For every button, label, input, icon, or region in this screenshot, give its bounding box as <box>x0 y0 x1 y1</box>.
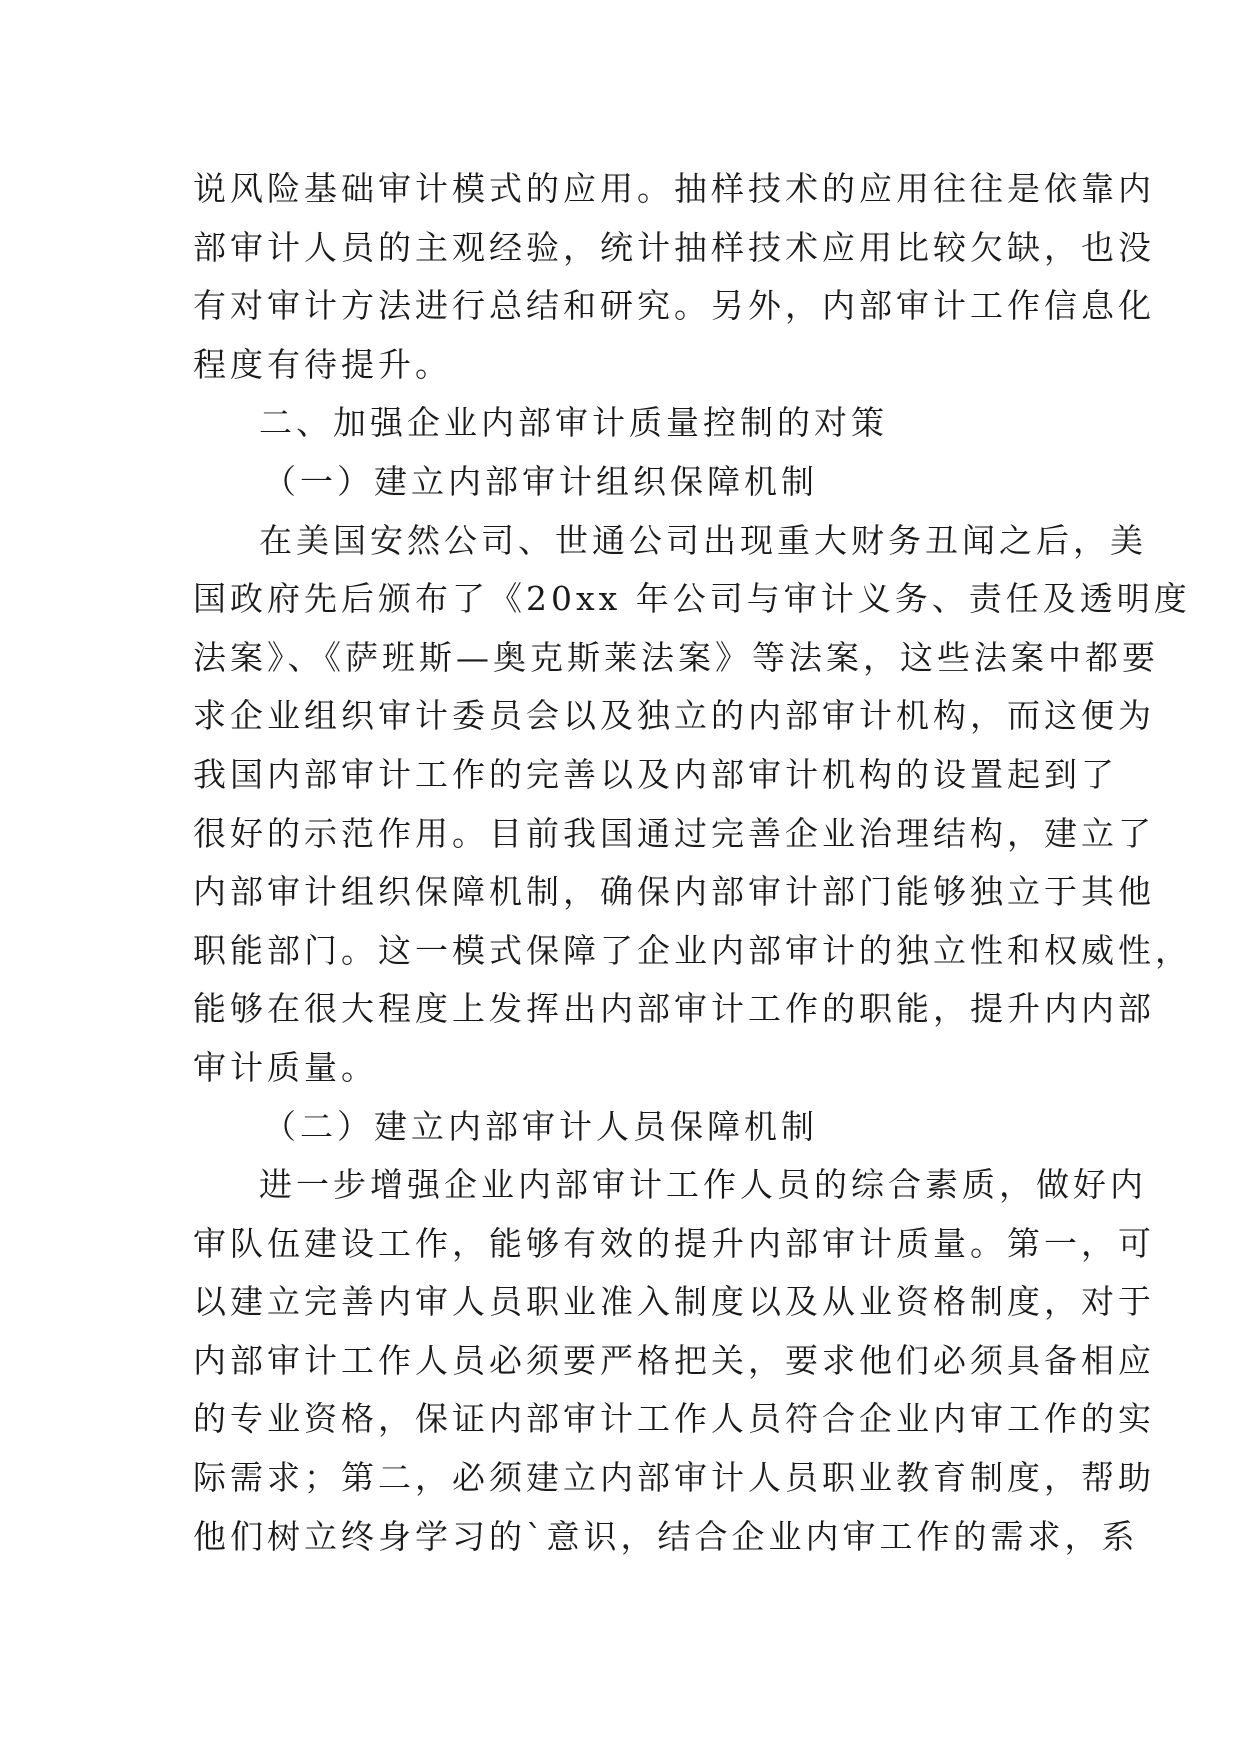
text-line: 审队伍建设工作，能够有效的提升内部审计质量。第一，可 <box>193 1223 1155 1263</box>
text-line: 国政府先后颁布了《20xx 年公司与审计义务、责任及透明度 <box>193 579 1191 619</box>
section-heading: 二、加强企业内部审计质量控制的对策 <box>259 403 888 443</box>
paragraph-organization-mechanism <box>193 512 1192 1098</box>
text-line: 际需求；第二，必须建立内部审计人员职业教育制度，帮助 <box>193 1458 1155 1498</box>
paragraph-personnel-mechanism <box>193 1156 1155 1566</box>
text-line: 内部审计工作人员必须要严格把关，要求他们必须具备相应 <box>193 1340 1155 1380</box>
text-line: 内部审计组织保障机制，确保内部审计部门能够独立于其他 <box>193 872 1155 912</box>
text-line: 程度有待提升。 <box>193 344 452 384</box>
subsection-heading-1: （一）建立内部审计组织保障机制 <box>263 461 818 501</box>
text-line: 的专业资格，保证内部审计工作人员符合企业内审工作的实 <box>193 1399 1155 1439</box>
text-line: 有对审计方法进行总结和研究。另外，内部审计工作信息化 <box>193 286 1155 326</box>
text-line: 在美国安然公司、世通公司出现重大财务丑闻之后，美 <box>259 520 1147 560</box>
text-line: 很好的示范作用。目前我国通过完善企业治理结构，建立了 <box>193 813 1155 853</box>
text-line: 法案》、《萨班斯—奥克斯莱法案》等法案，这些法案中都要 <box>193 637 1159 677</box>
paragraph-risk-audit <box>193 160 1155 394</box>
text-line: 以建立完善内审人员职业准入制度以及从业资格制度，对于 <box>193 1282 1155 1322</box>
subsection-heading-2: （二）建立内部审计人员保障机制 <box>263 1106 818 1146</box>
document-body <box>193 160 1192 1566</box>
text-line: 职能部门。这一模式保障了企业内部审计的独立性和权威性， <box>193 930 1192 970</box>
text-line: 部审计人员的主观经验，统计抽样技术应用比较欠缺，也没 <box>193 227 1155 267</box>
text-line: 我国内部审计工作的完善以及内部审计机构的设置起到了 <box>193 754 1118 794</box>
text-line: 说风险基础审计模式的应用。抽样技术的应用往往是依靠内 <box>193 169 1155 208</box>
text-line: 审计质量。 <box>193 1047 378 1087</box>
text-line: 进一步增强企业内部审计工作人员的综合素质，做好内 <box>259 1165 1147 1205</box>
text-line: 能够在很大程度上发挥出内部审计工作的职能，提升内内部 <box>193 989 1155 1029</box>
text-line: 他们树立终身学习的`意识，结合企业内审工作的需求，系 <box>193 1516 1139 1556</box>
text-line: 求企业组织审计委员会以及独立的内部审计机构，而这便为 <box>193 696 1155 736</box>
